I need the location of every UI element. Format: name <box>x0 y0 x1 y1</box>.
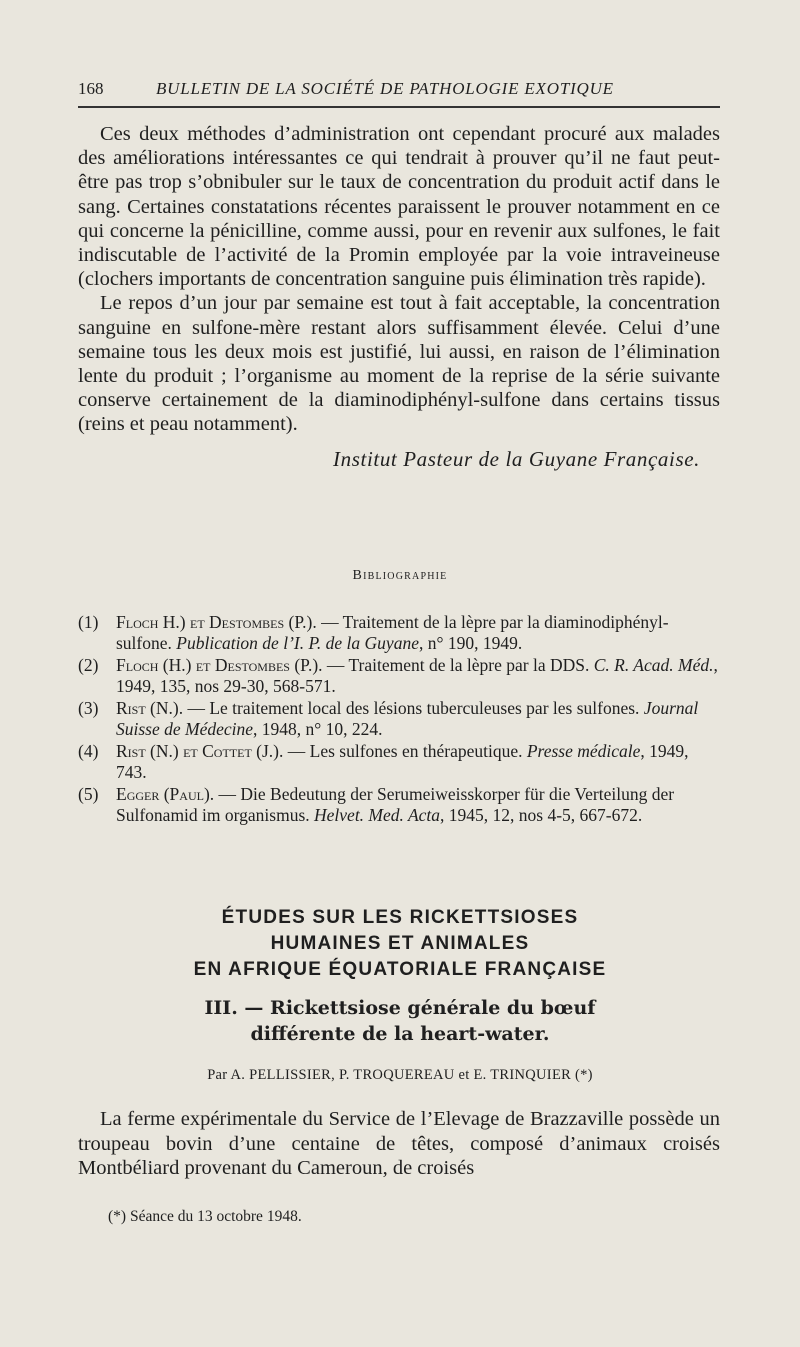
reference-source: Presse médicale <box>526 741 641 761</box>
article-title-line: ÉTUDES SUR LES RICKETTSIOSES <box>221 907 579 928</box>
paragraph: Ces deux méthodes d’administration ont cependant procuré aux malades des améliorations intéressantes ce qui tendrait à prouver qu’il ne faut peut-être pas trop s’obnibuler sur le taux de concentration du produit actif dans le sang. Certaines constatations récentes paraissent le prouver notamment en ce qui concerne la pénicilline, comme aussi, pour en revenir aux sulfones, le fait indiscutable de l’activité de la Promin employée par la voie intraveineuse (clochers importants de concentration sanguine puis élimination très rapide). <box>78 123 720 291</box>
bibliography-list <box>78 612 720 827</box>
reference-authors: Rist (N.). <box>116 698 184 718</box>
journal-title: BULLETIN DE LA SOCIÉTÉ DE PATHOLOGIE EXOTIQUE <box>156 79 614 98</box>
body-text <box>78 122 720 471</box>
reference-item <box>78 612 720 654</box>
reference-number: (4) <box>78 741 99 761</box>
reference-tail: , n° 190, 1949. <box>418 633 523 653</box>
reference-item <box>78 784 720 826</box>
reference-tail: , 1948, n° 10, 224. <box>253 719 383 739</box>
reference-item <box>78 655 720 697</box>
reference-tail: , 1949, 135, nos 29-30, 568-571. <box>116 655 718 696</box>
reference-source: Helvet. Med. Acta <box>314 805 441 825</box>
article-title-line: HUMAINES ET ANIMALES <box>270 933 530 954</box>
article-subtitle <box>0 995 800 1047</box>
reference-text: — Traitement de la lèpre par la DDS. <box>322 655 594 675</box>
article-title-line: EN AFRIQUE ÉQUATORIALE FRANÇAISE <box>193 959 607 980</box>
reference-text: — Die Bedeutung der Serumeiweisskorper für die Verteilung der Sulfonamid im organismus. <box>116 784 675 825</box>
article-intro <box>78 1107 720 1181</box>
footnote: (*) Séance du 13 octobre 1948. <box>108 1208 302 1225</box>
reference-tail: , 1945, 12, nos 4-5, 667-672. <box>440 805 643 825</box>
reference-authors: Rist (N.) et Cottet (J.). <box>116 741 284 761</box>
article-subtitle-line: différente de la heart-water. <box>250 1023 550 1045</box>
reference-tail: , 1949, 743. <box>116 741 689 782</box>
paragraph: Le repos d’un jour par semaine est tout à fait acceptable, la concentration sanguine en sulfone-mère restant alors suffisamment élevée. Celui d’une semaine tous les deux mois est justifié, lui aussi, en raison de l’élimination lente du produit ; l’organisme au moment de la reprise de la série suivante conserve certainement de la diaminodiphényl-sulfone dans certains tissus (reins et peau notamment). <box>78 292 720 436</box>
reference-authors: Egger (Paul). <box>116 784 215 804</box>
reference-number: (2) <box>78 655 99 675</box>
reference-source: Publication de l’I. P. de la Guyane <box>176 633 419 653</box>
reference-authors: Floch H.) et Destombes (P.). <box>116 612 317 632</box>
bibliography-heading: Bibliographie <box>352 568 448 583</box>
paragraph: La ferme expérimentale du Service de l’Elevage de Brazzaville possède un troupeau bovin d’une centaine de têtes, composé d’animaux croisés Montbéliard provenant du Cameroun, de croisés <box>78 1108 720 1179</box>
institution-signature: Institut Pasteur de la Guyane Française. <box>333 446 700 471</box>
reference-item <box>78 698 720 740</box>
article-subtitle-line: III. — Rickettsiose générale du bœuf <box>204 997 596 1019</box>
page-number: 168 <box>78 79 104 98</box>
page-header <box>78 76 720 108</box>
reference-number: (1) <box>78 612 99 632</box>
reference-source: Journal Suisse de Médecine <box>116 698 699 739</box>
reference-number: (5) <box>78 784 99 804</box>
reference-item <box>78 741 720 783</box>
reference-text: — Les sulfones en thérapeutique. <box>283 741 527 761</box>
article-title <box>0 905 800 983</box>
reference-number: (3) <box>78 698 99 718</box>
reference-authors: Floch (H.) et Destombes (P.). <box>116 655 323 675</box>
article-authors: Par A. PELLISSIER, P. TROQUEREAU et E. TRINQUIER (*) <box>207 1067 593 1083</box>
reference-text: — Traitement de la lèpre par la diaminodiphényl-sulfone. <box>116 612 669 653</box>
reference-text: — Le traitement local des lésions tuberculeuses par les sulfones. <box>183 698 644 718</box>
reference-source: C. R. Acad. Méd. <box>593 655 714 675</box>
